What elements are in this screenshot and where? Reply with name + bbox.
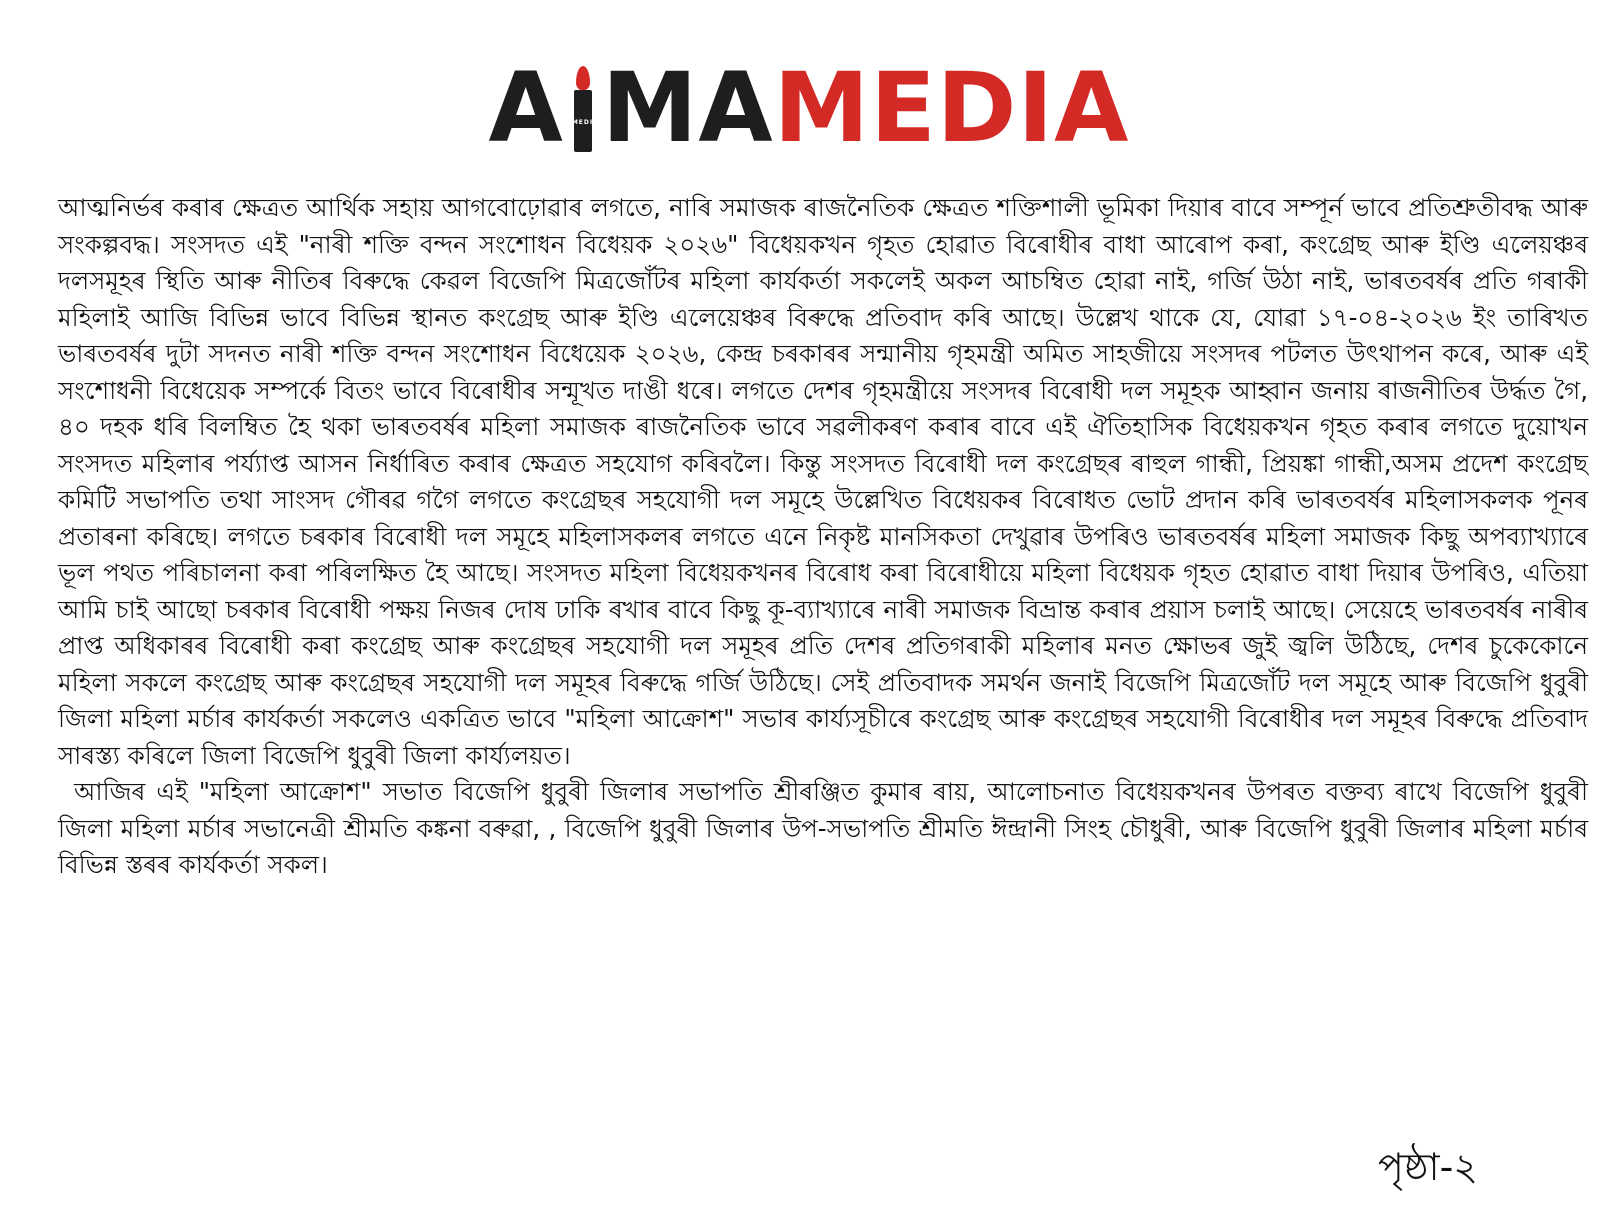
logo-text-ma: MA (601, 52, 774, 164)
flame-icon (576, 66, 590, 90)
microphone-label: MEDIA (571, 119, 599, 126)
article-paragraph-2: আজিৰ এই "মহিলা আক্ৰোশ" সভাত বিজেপি ধুবুৰী জিলাৰ সভাপতি শ্ৰীৰঞ্জিত কুমাৰ ৰায়, আলোচনাত বিধেয়কখনৰ উপৰত বক্তব্য ৰাখে বিজেপি ধুবুৰী জিলা মহিলা মৰ্চাৰ সভানেত্ৰী শ্ৰীমতি কঙ্কনা বৰুৱা, , বিজেপি ধুবুৰী জিলাৰ উপ-সভাপতি শ্ৰীমতি ঈন্দ্ৰানী সিংহ চৌধুৰী, আৰু বিজেপি ধুবুৰী জিলাৰ মহিলা মৰ্চাৰ বিভিন্ন স্তৰৰ কাৰ্যকৰ্তা সকল। (58, 777, 1588, 879)
page-number: পৃষ্ঠা-২ (1378, 1145, 1478, 1189)
logo-letter-a: A (488, 52, 564, 164)
microphone-icon (566, 60, 600, 156)
article-body (58, 190, 1588, 884)
masthead (0, 52, 1618, 170)
aima-media-logo (488, 52, 1130, 164)
article-paragraph-1: আত্মনির্ভৰ কৰাৰ ক্ষেত্ৰত আৰ্থিক সহায় আগবোঢ়োৱাৰ লগতে, নাৰি সমাজক ৰাজনৈতিক ক্ষেত্ৰত শক্তিশালী ভূমিকা দিয়াৰ বাবে সম্পূৰ্ন ভাবে প্ৰতিশ্ৰুতীবদ্ধ আৰু সংকল্পবদ্ধ। সংসদত এই "নাৰী শক্তি বন্দন সংশোধন বিধেয়ক ২০২৬" বিধেয়কখন গৃহত হোৱাত বিৰোধীৰ বাধা আৰোপ কৰা, কংগ্ৰেছ আৰু ইণ্ডি এলেয়ঞ্চৰ দলসমূহৰ স্থিতি আৰু নীতিৰ বিৰুদ্ধে কেৱল বিজেপি মিত্ৰজোঁটৰ মহিলা কাৰ্যকৰ্তা সকলেই অকল আচম্বিত হোৱা নাই, গৰ্জি উঠা নাই, ভাৰতবৰ্ষৰ প্ৰতি গৰাকী মহিলাই আজি বিভিন্ন ভাবে বিভিন্ন স্থানত কংগ্ৰেছ আৰু ইণ্ডি এলেয়েঞ্চৰ বিৰুদ্ধে প্ৰতিবাদ কৰি আছে। উল্লেখ থাকে যে, যোৱা ১৭-০৪-২০২৬ ইং তাৰিখত ভাৰতবৰ্ষৰ দুটা সদনত নাৰী শক্তি বন্দন সংশোধন বিধেয়েক ২০২৬, কেন্দ্ৰ চৰকাৰৰ সন্মানীয় গৃহমন্ত্ৰী অমিত সাহজীয়ে সংসদৰ পটলত উৎথাপন কৰে, আৰু এই সংশোধনী বিধেয়েক সম্পৰ্কে বিতং ভাবে বিৰোধীৰ সন্মূখত দাঙী ধৰে। লগতে দেশৰ গৃহমন্ত্ৰীয়ে সংসদৰ বিৰোধী দল সমূহক আহ্বান জনায় ৰাজনীতিৰ উৰ্দ্ধত গৈ, ৪০ দহক ধৰি বিলম্বিত হৈ থকা ভাৰতবৰ্ষৰ মহিলা সমাজক ৰাজনৈতিক ভাবে সৱলীকৰণ কৰাৰ বাবে এই ঐতিহাসিক বিধেয়কখন গৃহত কৰাৰ লগতে দুয়োখন সংসদত মহিলাৰ পৰ্য্যাপ্ত আসন নিৰ্ধাৰিত কৰাৰ ক্ষেত্ৰত সহযোগ কৰিবলৈ। কিন্তু সংসদত বিৰোধী দল কংগ্ৰেছৰ ৰাহুল গান্ধী, প্ৰিয়ঙ্কা গান্ধী,অসম প্ৰদেশ কংগ্ৰেছ কমিটি সভাপতি তথা সাংসদ গৌৰৱ গগৈ লগতে কংগ্ৰেছৰ সহযোগী দল সমূহে উল্লেখিত বিধেয়কৰ বিৰোধত ভোট প্ৰদান কৰি ভাৰতবৰ্ষৰ মহিলাসকলক পূনৰ প্ৰতাৰনা কৰিছে। লগতে চৰকাৰ বিৰোধী দল সমূহে মহিলাসকলৰ লগতে এনে নিকৃষ্ট মানসিকতা দেখুৱাৰ উপৰিও ভাৰতবৰ্ষৰ মহিলা সমাজক কিছু অপব্যাখ্যাৰে ভূল পথত পৰিচালনা কৰা পৰিলক্ষিত হৈ আছে। সংসদত মহিলা বিধেয়কখনৰ বিৰোধ কৰা বিৰোধীয়ে মহিলা বিধেয়ক গৃহত হোৱাত বাধা দিয়াৰ উপৰিও, এতিয়া আমি চাই আছো চৰকাৰ বিৰোধী পক্ষয় নিজৰ দোষ ঢাকি ৰখাৰ বাবে কিছু কূ-ব্যাখ্যাৰে নাৰী সমাজক বিভ্ৰান্ত কৰাৰ প্ৰয়াস চলাই আছে। সেয়েহে ভাৰতবৰ্ষৰ নাৰীৰ প্ৰাপ্ত অধিকাৰৰ বিৰোধী কৰা কংগ্ৰেছ আৰু কংগ্ৰেছৰ সহযোগী দল সমূহৰ প্ৰতি দেশৰ প্ৰতিগৰাকী মহিলাৰ মনত ক্ষোভৰ জুই জ্বলি উঠিছে, দেশৰ চুকেকোনে মহিলা সকলে কংগ্ৰেছ আৰু কংগ্ৰেছৰ সহযোগী দল সমূহৰ বিৰুদ্ধে গৰ্জি উঠিছে। সেই প্ৰতিবাদক সমৰ্থন জনাই বিজেপি মিত্ৰজোঁট দল সমূহে আৰু বিজেপি ধুবুৰী জিলা মহিলা মৰ্চাৰ কাৰ্যকৰ্তা সকলেও একত্ৰিত ভাবে "মহিলা আক্ৰোশ" সভাৰ কাৰ্য্যসূচীৰে কংগ্ৰেছ আৰু কংগ্ৰেছৰ সহযোগী বিৰোধীৰ দল সমূহৰ বিৰুদ্ধে প্ৰতিবাদ সাৰস্ত্য কৰিলে জিলা বিজেপি ধুবুৰী জিলা কাৰ্য্যলয়ত। (58, 193, 1588, 770)
logo-text-media: MEDIA (773, 52, 1130, 164)
